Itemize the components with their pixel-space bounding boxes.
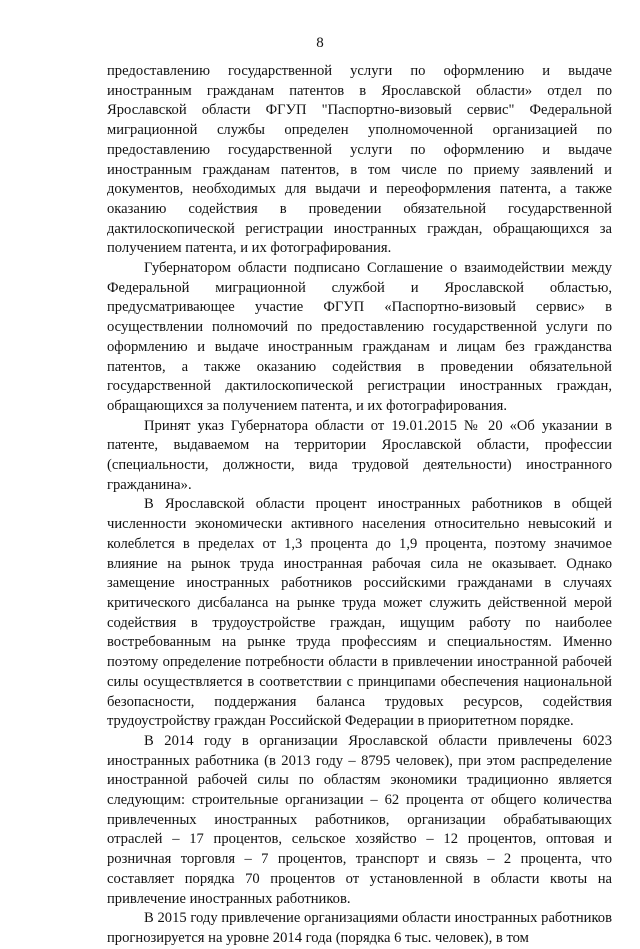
paragraph-2015-forecast: В 2015 году привлечение организациями области иностранных работников прогнозируется на уровне 2014 года (порядка 6 тыс. человек), в том <box>107 910 612 946</box>
paragraph-foreign-workers-share: В Ярославской области процент иностранных работников в общей численности экономически активного населения относительно невысокий и колеблется в пределах от 1,3 процента до 1,9 процента, поэтому значимое влияние на рынок труда иностранная рабочая сила не оказывает. Однако замещение иностранных работников российскими гражданами в случаях критического дисбаланса на рынке труда может служить действенной мерой содействия в трудоустройстве граждан, ищущим работу по наиболее востребованным на рынке труда профессиям и специальностям. Именно поэтому определение потребности области в привлечении иностранной рабочей силы осуществляется в соответствии с принципами обеспечения национальной безопасности, поддержания баланса трудовых ресурсов, содействия трудоустройству граждан Российской Федерации в приоритетном порядке. <box>107 496 612 730</box>
paragraph-governor-agreement: Губернатором области подписано Соглашение о взаимодействии между Федеральной миграционной службой и Ярославской областью, предусматривающее участие ФГУП «Паспортно-визовый сервис» в осуществлении полномочий по предоставлению государственной услуги по оформлению и выдаче иностранным гражданам и лицам без гражданства патентов, а также оказанию содействия в проведении обязательной государственной дактилоскопической регистрации иностранных граждан, обращающихся за получением патента, и их фотографирования. <box>107 260 612 414</box>
paragraph-governor-decree: Принят указ Губернатора области от 19.01.2015 № 20 «Об указании в патенте, выдаваемом на территории Ярославской области, профессии (специальности, должности, вида трудовой деятельности) иностранного гражданина». <box>107 417 612 493</box>
document-body <box>107 62 612 949</box>
paragraph-passport-service-continued: предоставлению государственной услуги по оформлению и выдаче иностранным гражданам патентов в Ярославской области» отдел по Ярославской области ФГУП "Паспортно-визовый сервис" Федеральной миграционной службы определен уполномоченной организацией по предоставлению государственной услуги по оформлению и выдаче иностранным гражданам патентов, в том числе по приему заявлений и документов, необходимых для выдачи и переоформления патента, а также оказанию содействия в проведении обязательной государственной дактилоскопической регистрации иностранных граждан, обращающихся за получением патента, и их фотографирования. <box>107 63 612 257</box>
page-number: 8 <box>316 35 324 51</box>
paragraph-2014-statistics: В 2014 году в организации Ярославской области привлечены 6023 иностранных работника (в 2013 году – 8795 человек), при этом распределение иностранной рабочей силы по областям экономики традиционно является следующим: строительные организации – 62 процента от общего количества привлеченных иностранных работников, организации обрабатывающих отраслей – 17 процентов, сельское хозяйство – 12 процентов, оптовая и розничная торговля – 7 процентов, транспорт и связь – 2 процента, что составляет порядка 70 процентов от установленной в области квоты на привлечение иностранных работников. <box>107 732 612 907</box>
